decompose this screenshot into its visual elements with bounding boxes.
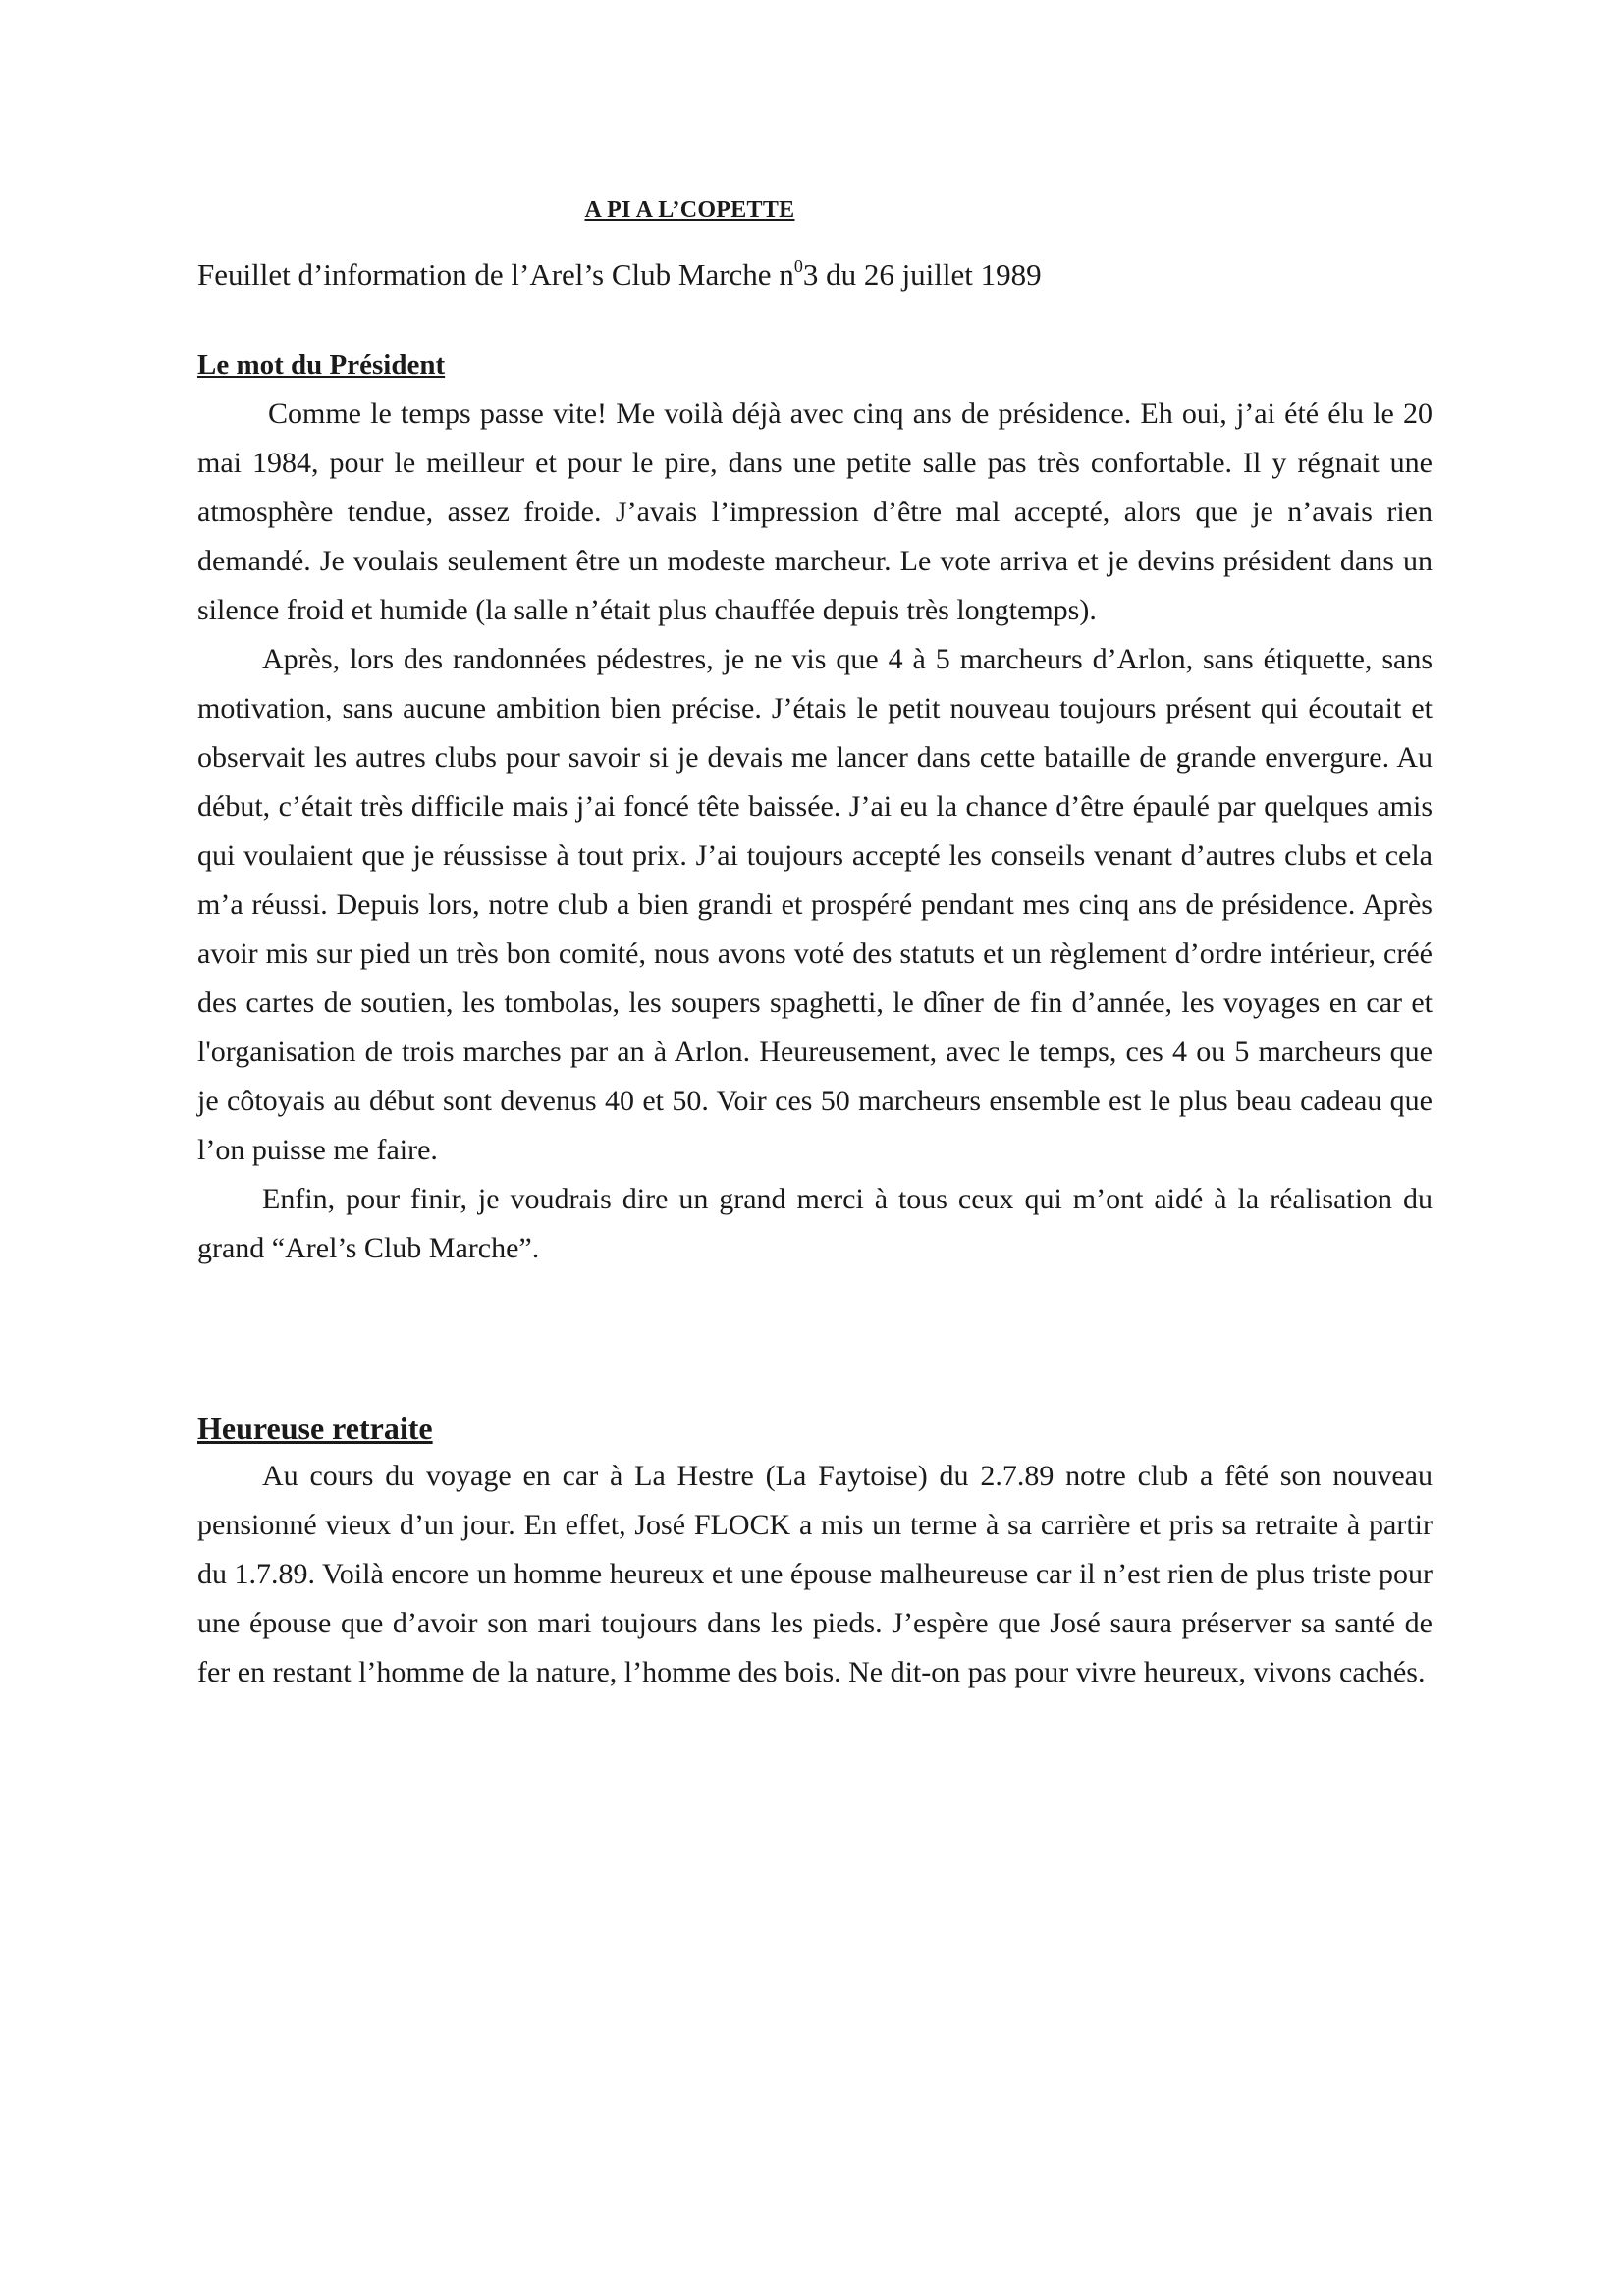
paragraph: Après, lors des randonnées pédestres, je ne vis que 4 à 5 marcheurs d’Arlon, sans étiquette, sans motivation, sans aucune ambition bien précise. J’étais le petit nouveau toujours présent qui écoutait et observait les autres clubs pour savoir si je devais me lancer dans cette bataille de grande envergure. Au début, c’était très difficile mais j’ai foncé tête baissée. J’ai eu la chance d’être épaulé par quelques amis qui voulaient que je réussisse à tout prix. J’ai toujours accepté les conseils venant d’autres clubs et cela m’a réussi. Depuis lors, notre club a bien grandi et prospéré pendant mes cinq ans de présidence. Après avoir mis sur pied un très bon comité, nous avons voté des statuts et un règlement d’ordre intérieur, créé des cartes de soutien, les tombolas, les soupers spaghetti, le dîner de fin d’année, les voyages en car et l'organisation de trois marches par an à Arlon. Heureusement, avec le temps, ces 4 ou 5 marcheurs que je côtoyais au début sont devenus 40 et 50. Voir ces 50 marcheurs ensemble est le plus beau cadeau que l’on puisse me faire. bbox=[197, 643, 1433, 1166]
masthead-title: A PI A L’COPETTE bbox=[584, 197, 795, 223]
paragraph: Au cours du voyage en car à La Hestre (La Faytoise) du 2.7.89 notre club a fêté son nouveau pensionné vieux d’un jour. En effet, José FLOCK a mis un terme à sa carrière et pris sa retraite à partir du 1.7.89. Voilà encore un homme heureux et une épouse malheureuse car il n’est rien de plus triste pour une épouse que d’avoir son mari toujours dans les pieds. J’espère que José saura préserver sa santé de fer en restant l’homme de la nature, l’homme des bois. Ne dit-on pas pour vivre heureux, vivons cachés. bbox=[197, 1460, 1433, 1688]
newsletter-subtitle bbox=[197, 257, 1042, 293]
section-body-retraite bbox=[197, 1452, 1433, 1697]
subtitle-text-after: 3 du 26 juillet 1989 bbox=[802, 257, 1042, 292]
section-heading-retraite: Heureuse retraite bbox=[197, 1411, 433, 1446]
section-heading-president: Le mot du Président bbox=[197, 349, 446, 381]
subtitle-text-before: Feuillet d’information de l’Arel’s Club Marche n bbox=[197, 257, 794, 292]
section-body-president bbox=[197, 390, 1433, 1273]
paragraph: Comme le temps passe vite! Me voilà déjà avec cinq ans de présidence. Eh oui, j’ai été élu le 20 mai 1984, pour le meilleur et pour le pire, dans une petite salle pas très confortable. Il y régnait une atmosphère tendue, assez froide. J’avais l’impression d’être mal accepté, alors que je n’avais rien demandé. Je voulais seulement être un modeste marcheur. Le vote arriva et je devins président dans un silence froid et humide (la salle n’était plus chauffée depuis très longtemps). bbox=[197, 398, 1433, 626]
paragraph: Enfin, pour finir, je voudrais dire un grand merci à tous ceux qui m’ont aidé à la réalisation du grand “Arel’s Club Marche”. bbox=[197, 1183, 1433, 1264]
subtitle-superscript: 0 bbox=[793, 255, 803, 276]
